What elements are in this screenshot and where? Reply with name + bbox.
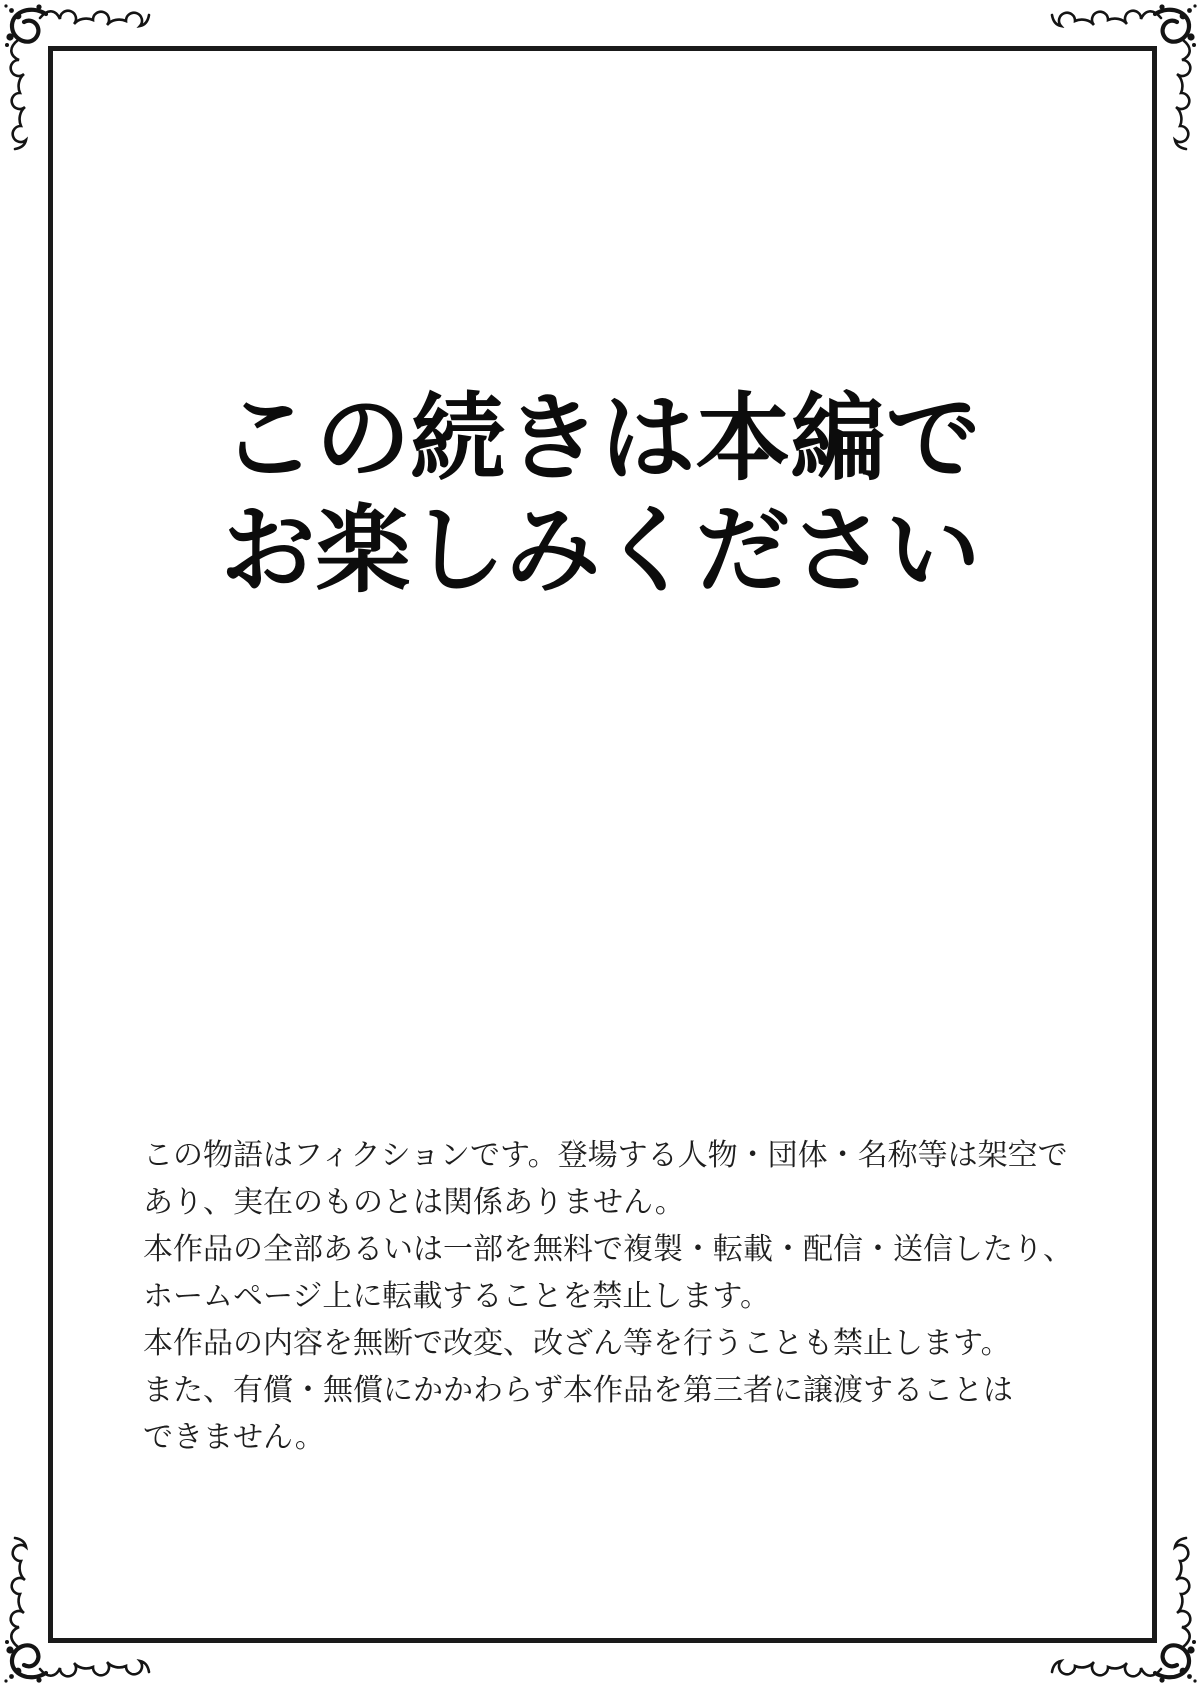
disclaimer-line-4: ホームページ上に転載することを禁止します。 — [143, 1280, 770, 1313]
disclaimer-line-6: また、有償・無償にかかわらず本作品を第三者に譲渡することは — [143, 1374, 1013, 1407]
page-title-line-2: お楽しみください — [220, 498, 981, 604]
disclaimer-line-3: 本作品の全部あるいは一部を無料で複製・転載・配信・送信したり、 — [143, 1233, 1073, 1266]
disclaimer-line-5: 本作品の内容を無断で改変、改ざん等を行うことも禁止します。 — [143, 1327, 1011, 1360]
disclaimer-line-2: あり、実在のものとは関係ありません。 — [143, 1186, 685, 1219]
disclaimer-line-7: できません。 — [143, 1421, 325, 1454]
page-title — [0, 383, 1201, 607]
disclaimer-line-1: この物語はフィクションです。登場する人物・団体・名称等は架空で — [143, 1139, 1068, 1172]
page-title-line-1: この続きは本編で — [220, 386, 981, 492]
disclaimer-text — [143, 1132, 1073, 1461]
